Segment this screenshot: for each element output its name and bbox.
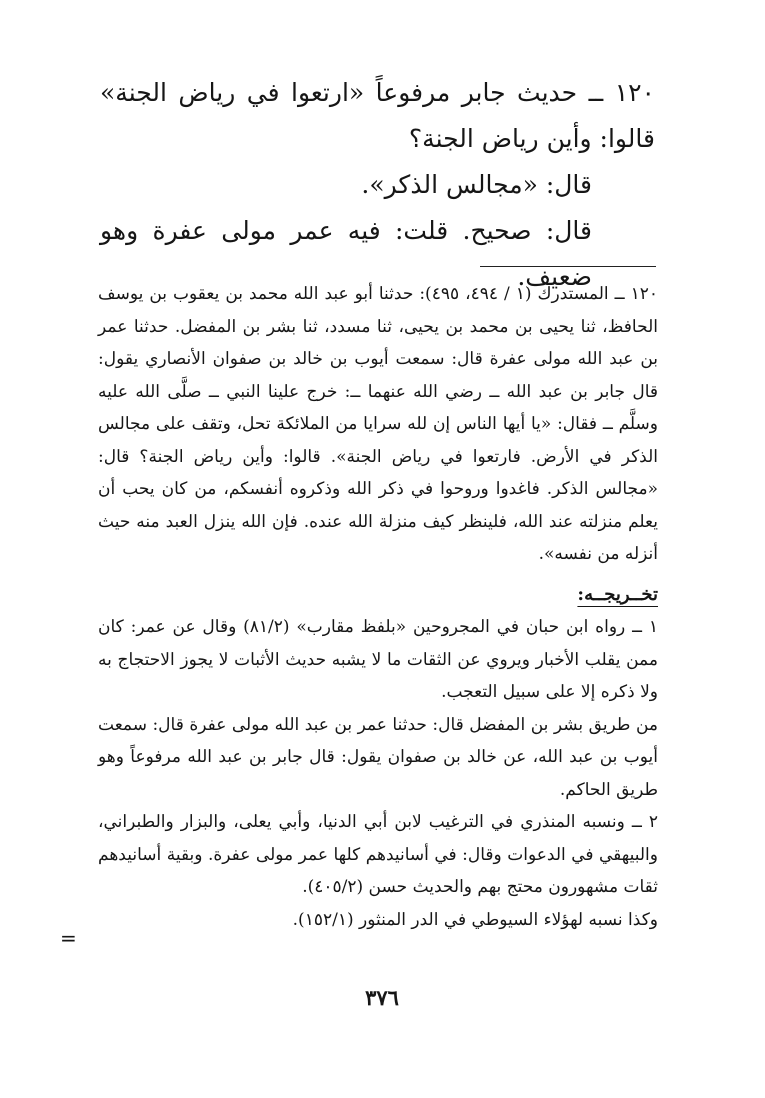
margin-continuation-mark: =: [60, 926, 77, 950]
hadith-answer-line: قال: «مجالس الذكر».: [361, 170, 592, 199]
page-number: ٣٧٦: [365, 985, 399, 1010]
grading-line: قال: صحيح. قلت: فيه عمر مولى عفرة وهو ضعيف.: [100, 216, 592, 291]
takhrij-paragraph-4: وكذا نسبه لهؤلاء السيوطي في الدر المنثور (١٥٢/١).: [292, 909, 658, 930]
footnote-paragraph: ١٢٠ ــ المستدرك (١ / ٤٩٤، ٤٩٥): حدثنا أبو عبد الله محمد بن يعقوب بن يوسف الحافظ، ثنا يحيى بن محمد بن يحيى، ثنا مسدد، ثنا بشر بن المفضل. حدثنا عمر بن عبد الله مولى عفرة قال: سمعت أيوب بن خالد بن صفوان الأنصاري يقول: قال جابر بن عبد الله ــ رضي الله عنهما ــ: خرج علينا النبي ــ صلَّى الله عليه وسلَّم ــ فقال: «يا أيها الناس إن لله سرايا من الملائكة تحل، وتقف على مجالس الذكر في الأرض. فارتعوا في رياض الجنة». قالوا: وأين رياض الجنة؟ قال: «مجالس الذكر. فاغدوا وروحوا في ذكر الله وذكروه أنفسكم، من كان يحب أن يعلم منزلته عند الله، فلينظر كيف منزلة الله عنده. فإن الله ينزل العبد منه حيث أنزله من نفسه».: [98, 284, 658, 564]
takhrij-paragraph-1: ١ ــ رواه ابن حبان في المجروحين «بلفظ مقارب» (٨١/٢) وقال عن عمر: كان ممن يقلب الأخبار ويروي عن الثقات ما لا يشبه حديث الأثبات لا يجوز الاحتجاج به ولا ذكره إلا على سبيل التعجب.: [98, 617, 658, 702]
takhrij-paragraph-3: ٢ ــ ونسبه المنذري في الترغيب لابن أبي الدنيا، وأبي يعلى، والبزار والطبراني، والبيهقي في الدعوات وقال: في أسانيدهم كلها عمر مولى عفرة. وبقية أسانيدهم ثقات مشهورون محتج بهم والحديث حسن (٤٠٥/٢).: [98, 812, 658, 897]
hadith-line: ١٢٠ ــ حديث جابر مرفوعاً «ارتعوا في رياض الجنة» قالوا: وأين رياض الجنة؟: [100, 78, 655, 153]
footnotes: [98, 278, 658, 936]
takhrij-heading: تخــريجــه:: [577, 583, 658, 605]
takhrij-paragraph-2: من طريق بشر بن المفضل قال: حدثنا عمر بن عبد الله مولى عفرة قال: سمعت أيوب بن عبد الله، عن خالد بن صفوان يقول: قال جابر بن عبد الله مرفوعاً وهو طريق الحاكم.: [98, 714, 658, 800]
footnote-separator: [480, 266, 656, 267]
